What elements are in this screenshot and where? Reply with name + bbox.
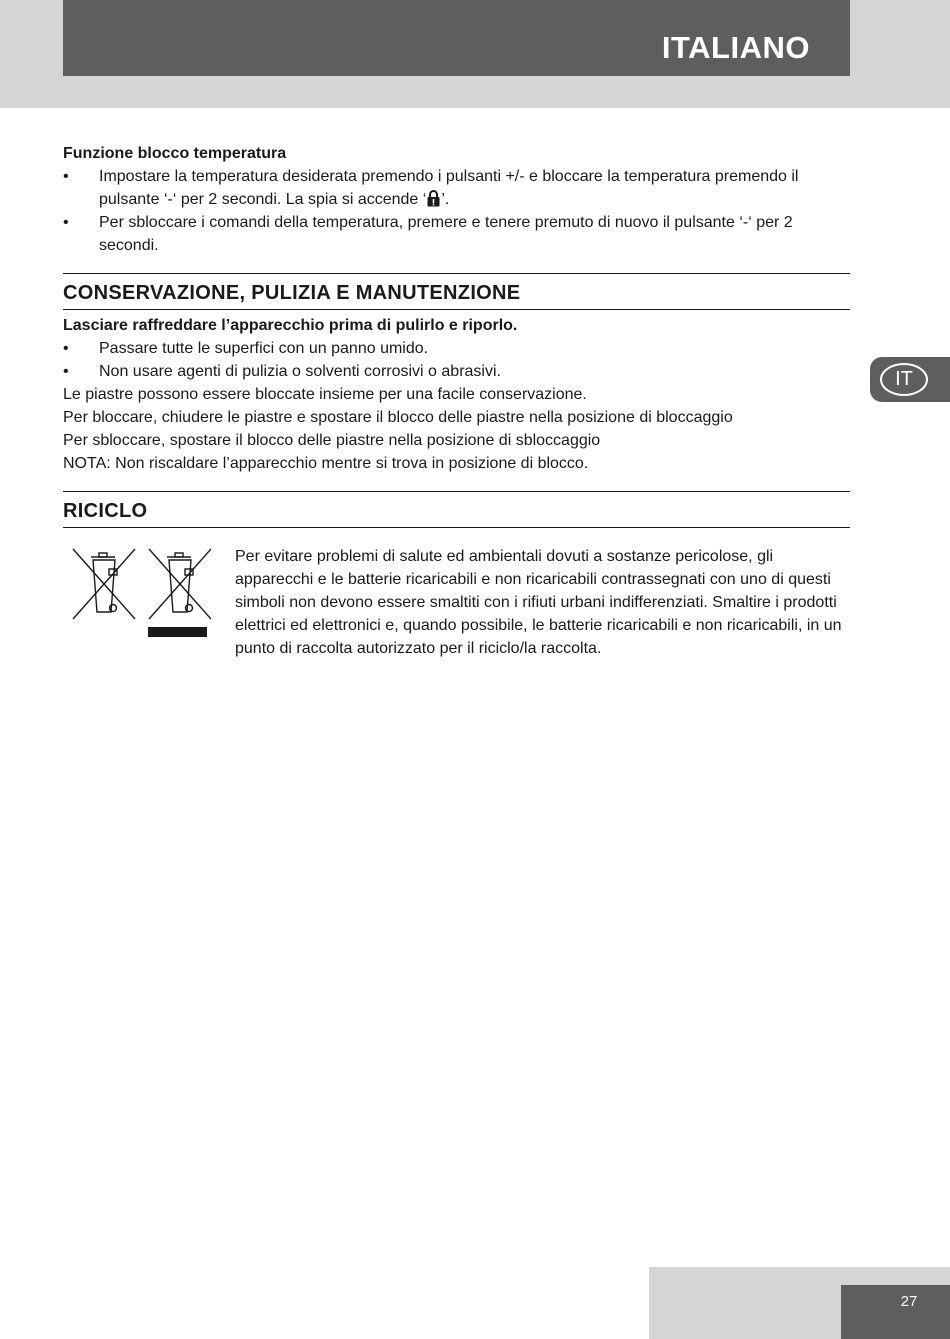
- temp-lock-list: [63, 165, 850, 257]
- temp-lock-item-1-text: Impostare la temperatura desiderata premendo i pulsanti +/- e bloccare la temperatura premendo il pulsante ‘-‘ per 2 secondi. La spia si accende ‘: [99, 168, 799, 208]
- storage-line: Le piastre possono essere bloccate insieme per una facile conservazione.: [63, 386, 587, 403]
- temp-lock-item-2-text: Per sbloccare i comandi della temperatura, premere e tenere premuto di nuovo il pulsante ‘-‘ per 2 secondi.: [99, 214, 793, 254]
- main-content: [63, 142, 850, 695]
- storage-list: [63, 337, 850, 383]
- list-item: [63, 337, 850, 360]
- recycling-text: Per evitare problemi di salute ed ambientali dovuti a sostanze pericolose, gli apparecchi e le batterie ricaricabili e non ricaricabili contrassegnati con uno di questi simboli non devono essere smaltiti con i rifiuti urbani indifferenziati. Smaltire i prodotti elettrici ed elettronici e, quando possibile, le batterie ricaricabili e non ricaricabili, in un punto di raccolta autorizzato per il riciclo/la raccolta.: [235, 548, 842, 657]
- page-number-box: [841, 1285, 950, 1339]
- bullet-marker: •: [63, 340, 69, 357]
- temp-lock-heading: Funzione blocco temperatura: [63, 145, 287, 162]
- storage-line: Per bloccare, chiudere le piastre e spostare il blocco delle piastre nella posizione di bloccaggio: [63, 409, 733, 426]
- language-label: IT: [880, 363, 928, 396]
- crossed-out-bin-with-bar-icon: [148, 549, 211, 637]
- list-item: [63, 360, 850, 383]
- page-title: ITALIANO: [661, 30, 810, 65]
- temp-lock-item-1-end: ’.: [441, 191, 450, 208]
- header-title-box: [63, 0, 850, 76]
- storage-subheading: Lasciare raffreddare l’apparecchio prima di pulirlo e riporlo.: [63, 317, 518, 334]
- storage-bullet-text: Non usare agenti di pulizia o solventi corrosivi o abrasivi.: [99, 363, 501, 380]
- bullet-marker: •: [63, 168, 69, 185]
- storage-line: Per sbloccare, spostare il blocco delle piastre nella posizione di sbloccaggio: [63, 432, 601, 449]
- storage-note: NOTA: Non riscaldare l’apparecchio mentre si trova in posizione di blocco.: [63, 455, 589, 472]
- weee-symbols: [69, 547, 211, 639]
- recycling-block: [63, 545, 850, 695]
- list-item: [63, 211, 850, 257]
- storage-bullet-text: Passare tutte le superfici con un panno umido.: [99, 340, 429, 357]
- page-number: 27: [900, 1293, 918, 1310]
- bullet-marker: •: [63, 214, 69, 231]
- bullet-marker: •: [63, 363, 69, 380]
- crossed-out-bin-icon: [73, 549, 135, 619]
- language-tab: [870, 357, 950, 402]
- storage-section-heading: CONSERVAZIONE, PULIZIA E MANUTENZIONE: [63, 273, 850, 310]
- list-item: [63, 165, 850, 211]
- recycling-section-heading: RICICLO: [63, 491, 850, 528]
- lock-icon: [426, 189, 441, 207]
